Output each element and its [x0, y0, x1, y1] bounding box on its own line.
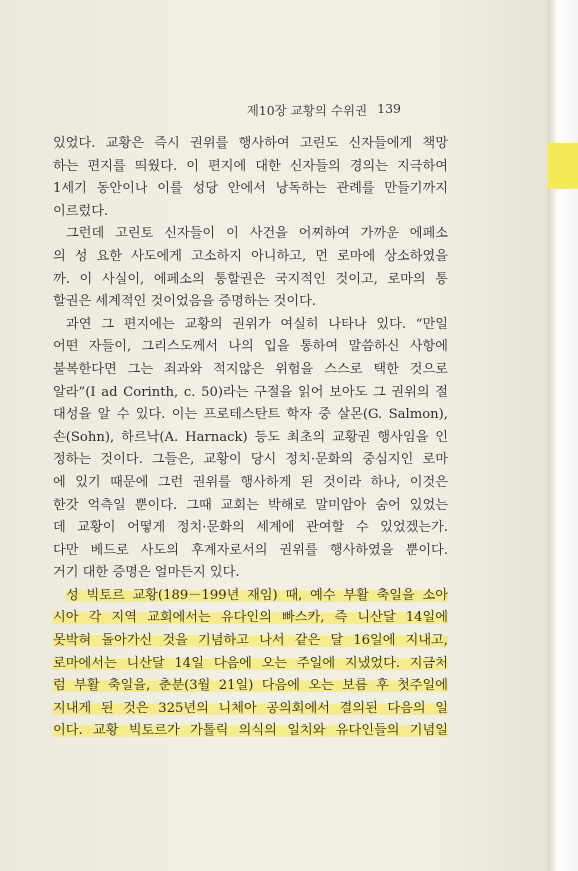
text-line: 있었다. 교황은 즉시 권위를 행사하여 고린도 신자들에게 책망: [53, 136, 448, 151]
sticky-tab: [548, 143, 578, 189]
text-line: 하는 편지를 띄웠다. 이 편지에 대한 신자들의 경의는 지극하여: [53, 158, 448, 174]
highlighted-text: 지내게 된 것은 325년의 니체아 공의회에서 결의된 다음의 일: [53, 700, 448, 716]
text-line: 거기 대한 증명은 얼마든지 있다.: [53, 565, 240, 581]
text-line: [53, 698, 448, 721]
text-line: 손(Sohn), 하르낙(A. Harnack) 등도 최초의 교황권 행사임을 인: [53, 429, 448, 445]
text-line: 할권은 세계적인 것이었음을 증명하는 것이다.: [53, 294, 317, 310]
text-line: 1세기 동안이나 이를 성당 안에서 낭독하는 관례를 만들기까지: [53, 181, 448, 197]
text-line: [53, 675, 448, 698]
text-line: 불복한다면 그는 죄과와 적지않은 위험을 스스로 택한 것으로: [53, 361, 448, 377]
text-line: 다만 베드로 사도의 후계자로서의 권위를 행사하였을 뿐이다.: [53, 542, 448, 558]
text-line: 한갓 억측일 뿐이다. 그때 교회는 박해로 말미암아 숨어 있었는: [53, 497, 448, 513]
body-text: [53, 133, 448, 743]
highlighted-text: 이다. 교황 빅토르가 가톨릭 의식의 일치와 유다인들의 기념일: [53, 723, 448, 739]
highlighted-text: 럼 부활 축일을, 춘분(3월 21일) 다음에 오는 보름 후 첫주일에: [53, 678, 448, 694]
text-line: 알라”(I ad Corinth, c. 50)라는 구절을 읽어 보아도 그 권위의 절: [53, 384, 448, 400]
text-line: 대성을 알 수 있다. 이는 프로테스탄트 학자 중 살몬(G. Salmon),: [53, 407, 448, 423]
text-line: 에 있기 때문에 그런 권위를 행사하게 된 것이라 하나, 이것은: [53, 474, 448, 490]
running-head: [247, 101, 401, 119]
text-line: 정하는 것이다. 그들은, 교황이 당시 정치·문화의 중심지인 로마: [53, 452, 448, 468]
text-line: 까. 이 사실이, 에페소의 통할권은 국지적인 것이고, 로마의 통: [53, 271, 448, 287]
text-line: [53, 653, 448, 676]
text-line: [53, 585, 448, 608]
text-line: 그런데 고린토 신자들이 이 사건을 어찌하여 가까운 에페소: [66, 226, 448, 242]
highlighted-text: 로마에서는 니산달 14일 다음에 오는 주일에 지냈었다. 지금처: [53, 655, 448, 671]
highlighted-text: 못박혀 돌아가신 것을 기념하고 나서 같은 달 16일에 지내고,: [53, 633, 448, 649]
text-line: [53, 607, 448, 630]
page-edge: [548, 0, 578, 871]
text-line: [53, 630, 448, 653]
highlighted-text: 성 빅토르 교황(189－199년 재임) 때, 예수 부활 축일을 소아: [66, 587, 448, 603]
chapter-title: 제10장 교황의 수위권: [246, 103, 368, 118]
page-number: 139: [377, 101, 401, 116]
text-line: 의 성 요한 사도에게 고소하지 아니하고, 먼 로마에 상소하였을: [53, 248, 448, 264]
text-line: 데 교황이 어떻게 정치·문화의 세계에 관여할 수 있었겠는가.: [53, 520, 448, 536]
text-line: 과연 그 편지에는 교황의 권위가 여실히 나타나 있다. “만일: [66, 316, 448, 332]
text-line: 이르렀다.: [53, 203, 109, 219]
highlighted-text: 시아 각 지역 교회에서는 유다인의 빠스카, 즉 니산달 14일에: [53, 610, 448, 626]
text-line: [53, 720, 448, 743]
text-line: 어떤 자들이, 그리스도께서 나의 입을 통하여 말씀하신 사항에: [53, 339, 448, 355]
